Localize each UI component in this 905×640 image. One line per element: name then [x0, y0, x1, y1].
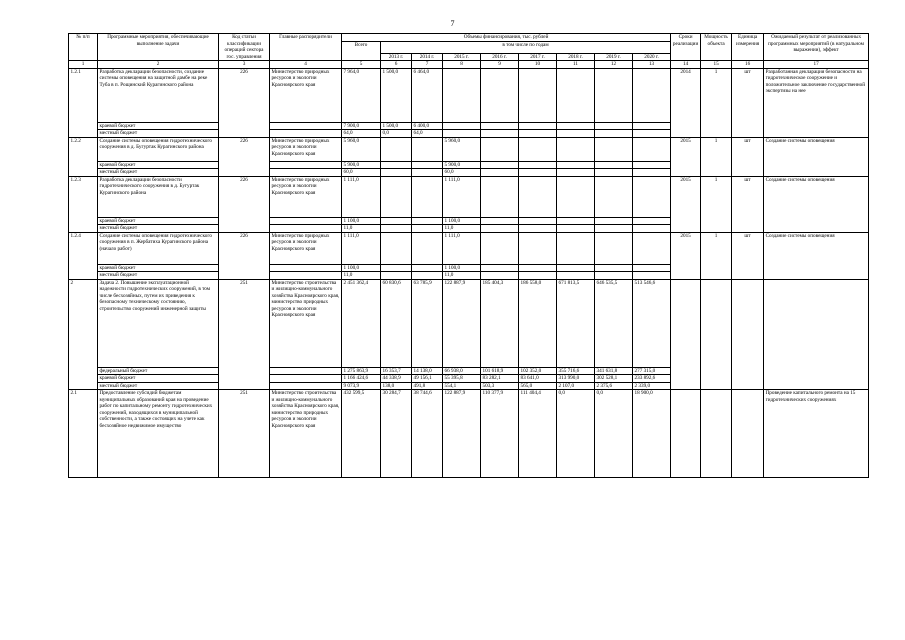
budget-year-value — [412, 217, 443, 225]
row-name: Разработка декларации безопасности, создание системы оповещения на защитной дамбе на реке Туба в п. Рощинский Курагинского района — [98, 68, 219, 122]
budget-year-value — [381, 169, 412, 177]
budget-year-value: 491,8 — [412, 382, 443, 390]
row-year-value: 0,0 — [557, 390, 595, 478]
row-year-value — [481, 176, 519, 217]
row-year-value — [595, 232, 633, 264]
budget-year-value: 14 138,0 — [412, 367, 443, 375]
budget-year-value — [412, 264, 443, 272]
budget-year-value: 5 900,0 — [443, 161, 481, 169]
row-number: 2 — [69, 279, 98, 390]
row-year-value — [519, 232, 557, 264]
table-row — [69, 232, 869, 264]
budget-label: краевой бюджет — [98, 217, 219, 225]
row-code: 226 — [219, 68, 270, 137]
column-number: 5 — [342, 61, 381, 69]
budget-year-value — [633, 161, 671, 169]
header-capacity: Мощность объекта — [701, 34, 732, 61]
column-number: 12 — [595, 61, 633, 69]
budget-year-value: 11,0 — [443, 225, 481, 233]
row-year-value: 1 111,0 — [443, 232, 481, 264]
budget-year-value: 16 353,7 — [381, 367, 412, 375]
row-admin: Министерство строительства и жилищно-коммунального хозяйства Красноярского края, министерство природных ресурсов и экологии Красноярского края — [270, 390, 342, 478]
budget-year-value — [519, 225, 557, 233]
row-year-value: 186 558,0 — [519, 279, 557, 367]
column-number: 17 — [764, 61, 869, 69]
budget-label: местный бюджет — [98, 130, 219, 138]
budget-year-value: 2 107,0 — [557, 382, 595, 390]
budget-year-value — [633, 130, 671, 138]
budget-admin-empty — [270, 217, 342, 225]
row-year-value: 122 887,9 — [443, 390, 481, 478]
row-year-value: 30 284,7 — [381, 390, 412, 478]
budget-year-value — [519, 217, 557, 225]
row-code: 226 — [219, 176, 270, 232]
row-year-value — [481, 68, 519, 122]
row-unit — [732, 279, 764, 390]
row-number: 1.2.2 — [69, 137, 98, 176]
header-admin: Главные распорядители — [270, 34, 342, 61]
column-number: 3 — [219, 61, 270, 69]
budget-year-value — [412, 225, 443, 233]
budget-admin-empty — [270, 375, 342, 383]
budget-admin-empty — [270, 264, 342, 272]
header-row — [69, 34, 869, 42]
row-year-value: 646 535,5 — [595, 279, 633, 367]
budget-year-value — [519, 122, 557, 130]
column-number: 10 — [519, 61, 557, 69]
budget-year-value: 565,0 — [519, 382, 557, 390]
budget-year-value: 102 352,0 — [519, 367, 557, 375]
row-unit: шт — [732, 68, 764, 137]
budget-year-value — [481, 264, 519, 272]
row-number: 1.2.1 — [69, 68, 98, 137]
budget-year-value — [381, 225, 412, 233]
row-year-value — [412, 176, 443, 217]
budget-year-value: 55 395,8 — [443, 375, 481, 383]
header-terms: Сроки реализации — [671, 34, 701, 61]
budget-year-value — [633, 264, 671, 272]
header-unit: Единица измерения — [732, 34, 764, 61]
budget-total: 1 100,0 — [342, 217, 381, 225]
budget-year-value: 60,0 — [443, 169, 481, 177]
row-name: Создание системы оповещения гидротехнического сооружения в д. Бугуртак Курагинского района — [98, 137, 219, 161]
row-total: 432 599,5 — [342, 390, 381, 478]
budget-year-value — [381, 217, 412, 225]
row-unit — [732, 390, 764, 478]
column-number: 9 — [481, 61, 519, 69]
budget-label: федеральный бюджет — [98, 367, 219, 375]
budget-year-value: 233 892,6 — [633, 375, 671, 383]
row-unit: шт — [732, 232, 764, 279]
header-year: 2016 г. — [481, 53, 519, 61]
budget-year-value — [595, 225, 633, 233]
row-admin: Министерство природных ресурсов и экологии Красноярского края — [270, 176, 342, 217]
budget-year-value: 2 375,6 — [595, 382, 633, 390]
row-unit: шт — [732, 137, 764, 176]
budget-total: 1 166 424,6 — [342, 375, 381, 383]
row-unit: шт — [732, 176, 764, 232]
column-number: 11 — [557, 61, 595, 69]
budget-year-value — [519, 169, 557, 177]
row-name: Задача 2. Повышение эксплуатационной надежности гидротехнических сооружений, в том числе бесхозяйных, путем их приведения к безопасному техническому состоянию, строительство сооружений инженерной защиты — [98, 279, 219, 367]
budget-year-value — [519, 264, 557, 272]
budget-total: 5 900,0 — [342, 161, 381, 169]
row-year-value: 63 785,9 — [412, 279, 443, 367]
row-capacity — [701, 390, 732, 478]
budget-label: краевой бюджет — [98, 375, 219, 383]
row-year-value — [519, 176, 557, 217]
row-year-value: 5 960,0 — [443, 137, 481, 161]
budget-year-value — [443, 122, 481, 130]
budget-label: местный бюджет — [98, 225, 219, 233]
budget-label: краевой бюджет — [98, 122, 219, 130]
budget-year-value — [595, 217, 633, 225]
row-year-value — [443, 68, 481, 122]
budget-year-value — [481, 272, 519, 280]
budget-total: 11,0 — [342, 272, 381, 280]
budget-year-value: 138,0 — [381, 382, 412, 390]
budget-total: 1 275 863,9 — [342, 367, 381, 375]
budget-year-value — [595, 122, 633, 130]
header-by-years: в том числе по годам — [381, 41, 671, 53]
budget-year-value: 44 338,9 — [381, 375, 412, 383]
column-number: 6 — [381, 61, 412, 69]
row-result — [764, 279, 869, 390]
budget-year-value: 11,0 — [443, 272, 481, 280]
budget-year-value — [633, 169, 671, 177]
budget-year-value: 64,0 — [412, 130, 443, 138]
budget-year-value — [595, 161, 633, 169]
budget-year-value — [595, 264, 633, 272]
row-year-value — [381, 137, 412, 161]
row-year-value — [381, 176, 412, 217]
row-code: 226 — [219, 232, 270, 279]
budget-total: 11,0 — [342, 225, 381, 233]
row-admin: Министерство природных ресурсов и экологии Красноярского края — [270, 137, 342, 161]
row-year-value — [481, 232, 519, 264]
row-year-value — [412, 232, 443, 264]
budget-year-value — [412, 169, 443, 177]
column-number: 16 — [732, 61, 764, 69]
budget-admin-empty — [270, 122, 342, 130]
header-year: 2013 г. — [381, 53, 412, 61]
table-row — [69, 279, 869, 367]
row-admin: Министерство строительства и жилищно-коммунального хозяйства Красноярского края, министерство природных ресурсов и экологии Красноярского края — [270, 279, 342, 367]
budget-year-value — [557, 122, 595, 130]
budget-year-value: 341 631,8 — [595, 367, 633, 375]
row-result: Проведение капитального ремонта на 15 гидротехнических сооружениях — [764, 390, 869, 478]
row-result: Создание системы оповещения — [764, 137, 869, 176]
budget-label: местный бюджет — [98, 169, 219, 177]
budget-total: 7 900,0 — [342, 122, 381, 130]
row-term: 2015 — [671, 176, 701, 232]
row-year-value: 110 377,9 — [481, 390, 519, 478]
row-result: Создание системы оповещения — [764, 232, 869, 279]
budget-year-value: 355 716,6 — [557, 367, 595, 375]
row-year-value — [633, 68, 671, 122]
row-capacity: 1 — [701, 68, 732, 137]
column-number: 7 — [412, 61, 443, 69]
budget-total: 64,0 — [342, 130, 381, 138]
row-term: 2015 — [671, 232, 701, 279]
header-name: Программные мероприятия, обеспечивающие выполнение задачи — [98, 34, 219, 61]
row-year-value — [557, 176, 595, 217]
header-result: Ожидаемый результат от реализованных программных мероприятий (в натуральном выражении), эффект — [764, 34, 869, 61]
budget-year-value: 0,0 — [381, 130, 412, 138]
row-capacity — [701, 279, 732, 390]
row-name: Предоставление субсидий бюджетам муниципальных образований края на проведение работ по капитальному ремонту гидротехнических сооружений, находящихся в муниципальной собственности, а также состоящих на учете как бесхозяйное недвижимое имущество — [98, 390, 219, 478]
budget-admin-empty — [270, 161, 342, 169]
row-year-value — [595, 176, 633, 217]
budget-year-value — [481, 217, 519, 225]
page-number: 7 — [450, 19, 455, 28]
budget-year-value — [481, 122, 519, 130]
budget-year-value — [381, 161, 412, 169]
row-year-value — [633, 232, 671, 264]
column-number: 8 — [443, 61, 481, 69]
budget-label: краевой бюджет — [98, 264, 219, 272]
row-code: 251 — [219, 279, 270, 390]
row-name: Разработка декларации безопасности гидротехнического сооружения в д. Бугуртак Курагинского района — [98, 176, 219, 217]
budget-year-value — [412, 272, 443, 280]
row-year-value: 0,0 — [595, 390, 633, 478]
row-year-value: 122 887,9 — [443, 279, 481, 367]
header-num: № п/п — [69, 34, 98, 61]
column-number: 4 — [270, 61, 342, 69]
budget-year-value — [595, 130, 633, 138]
budget-year-value — [557, 264, 595, 272]
budget-year-value — [481, 225, 519, 233]
budget-year-value — [633, 225, 671, 233]
row-year-value: 1 111,0 — [443, 176, 481, 217]
row-term: 2015 — [671, 137, 701, 176]
funding-table — [68, 33, 869, 478]
row-year-value — [557, 68, 595, 122]
budget-year-value — [557, 169, 595, 177]
budget-year-value — [633, 217, 671, 225]
table-row — [69, 176, 869, 217]
column-number: 1 — [69, 61, 98, 69]
budget-year-value — [557, 272, 595, 280]
budget-admin-empty — [270, 130, 342, 138]
header-code: Код статьи классификации операций сектора гос. управления — [219, 34, 270, 61]
budget-year-value — [481, 130, 519, 138]
budget-year-value: 554,1 — [443, 382, 481, 390]
budget-year-value — [557, 161, 595, 169]
budget-year-value — [481, 169, 519, 177]
budget-total: 1 100,0 — [342, 264, 381, 272]
budget-year-value — [557, 130, 595, 138]
budget-year-value: 302 528,1 — [595, 375, 633, 383]
row-capacity: 1 — [701, 176, 732, 232]
row-year-value — [633, 137, 671, 161]
header-funding: Объемы финансирования, тыс. рублей — [342, 34, 671, 42]
row-year-value: 671 813,5 — [557, 279, 595, 367]
budget-total: 9 073,9 — [342, 382, 381, 390]
budget-admin-empty — [270, 382, 342, 390]
row-year-value — [412, 137, 443, 161]
row-number: 1.2.4 — [69, 232, 98, 279]
row-term: 2014 — [671, 68, 701, 137]
budget-year-value: 313 990,0 — [557, 375, 595, 383]
budget-year-value: 1 100,0 — [443, 217, 481, 225]
row-term — [671, 390, 701, 478]
budget-year-value — [557, 225, 595, 233]
row-number: 2.1 — [69, 390, 98, 478]
budget-year-value — [381, 264, 412, 272]
budget-year-value — [381, 272, 412, 280]
row-total: 2 451 362,4 — [342, 279, 381, 367]
budget-year-value: 83 282,1 — [481, 375, 519, 383]
table-row — [69, 390, 869, 478]
budget-year-value — [595, 272, 633, 280]
column-numbers-row — [69, 61, 869, 69]
row-year-value: 60 830,6 — [381, 279, 412, 367]
budget-year-value: 1 100,0 — [443, 264, 481, 272]
header-year: 2019 г. — [595, 53, 633, 61]
budget-year-value — [519, 130, 557, 138]
row-term — [671, 279, 701, 390]
budget-year-value — [412, 161, 443, 169]
row-admin: Министерство природных ресурсов и экологии Красноярского края — [270, 68, 342, 122]
column-number: 14 — [671, 61, 701, 69]
header-year: 2015 г. — [443, 53, 481, 61]
row-total: 7 964,0 — [342, 68, 381, 122]
header-total: Всего — [342, 41, 381, 61]
row-year-value: 38 744,6 — [412, 390, 443, 478]
budget-year-value — [443, 130, 481, 138]
budget-year-value — [519, 161, 557, 169]
header-year: 2020 г. — [633, 53, 671, 61]
row-year-value — [595, 137, 633, 161]
budget-year-value: 503,3 — [481, 382, 519, 390]
budget-year-value — [519, 272, 557, 280]
header-year: 2018 г. — [557, 53, 595, 61]
row-year-value — [381, 232, 412, 264]
row-total: 1 111,0 — [342, 176, 381, 217]
row-year-value — [557, 232, 595, 264]
row-result: Разработанная декларация безопасности на гидротехническое сооружение и положительное заключение государственной экспертизы на нее — [764, 68, 869, 137]
row-year-value — [633, 176, 671, 217]
header-year: 2014 г. — [412, 53, 443, 61]
budget-year-value: 66 938,0 — [443, 367, 481, 375]
budget-admin-empty — [270, 169, 342, 177]
header-year: 2017 г. — [519, 53, 557, 61]
budget-label: местный бюджет — [98, 382, 219, 390]
budget-year-value — [557, 217, 595, 225]
row-year-value: 1 500,0 — [381, 68, 412, 122]
row-year-value — [481, 137, 519, 161]
row-year-value: 6 464,0 — [412, 68, 443, 122]
row-code: 226 — [219, 137, 270, 176]
budget-year-value — [633, 122, 671, 130]
budget-admin-empty — [270, 272, 342, 280]
budget-year-value: 2 339,0 — [633, 382, 671, 390]
budget-label: краевой бюджет — [98, 161, 219, 169]
row-year-value — [519, 137, 557, 161]
budget-year-value: 83 641,0 — [519, 375, 557, 383]
table-row — [69, 68, 869, 122]
budget-total: 60,0 — [342, 169, 381, 177]
row-admin: Министерство природных ресурсов и экологии Красноярского края — [270, 232, 342, 264]
table-row — [69, 137, 869, 161]
budget-label: местный бюджет — [98, 272, 219, 280]
budget-year-value: 277 315,0 — [633, 367, 671, 375]
budget-year-value: 49 156,1 — [412, 375, 443, 383]
row-year-value: 513 546,6 — [633, 279, 671, 367]
row-name: Создание системы оповещения гидротехнического сооружения в п. Жербатиха Курагинского района (начало работ) — [98, 232, 219, 264]
row-year-value: 111 404,4 — [519, 390, 557, 478]
row-year-value — [595, 68, 633, 122]
budget-admin-empty — [270, 225, 342, 233]
row-total: 5 960,0 — [342, 137, 381, 161]
column-number: 15 — [701, 61, 732, 69]
row-code: 251 — [219, 390, 270, 478]
row-year-value — [557, 137, 595, 161]
budget-year-value: 1 500,0 — [381, 122, 412, 130]
budget-year-value: 6 400,0 — [412, 122, 443, 130]
budget-admin-empty — [270, 367, 342, 375]
budget-year-value — [633, 272, 671, 280]
row-year-value: 18 900,0 — [633, 390, 671, 478]
column-number: 13 — [633, 61, 671, 69]
row-capacity: 1 — [701, 232, 732, 279]
budget-year-value — [481, 161, 519, 169]
row-year-value: 185 404,3 — [481, 279, 519, 367]
budget-year-value: 101 618,9 — [481, 367, 519, 375]
column-number: 2 — [98, 61, 219, 69]
row-capacity: 1 — [701, 137, 732, 176]
row-total: 1 111,0 — [342, 232, 381, 264]
row-year-value — [519, 68, 557, 122]
row-number: 1.2.3 — [69, 176, 98, 232]
row-result: Создание системы оповещения — [764, 176, 869, 232]
budget-year-value — [595, 169, 633, 177]
